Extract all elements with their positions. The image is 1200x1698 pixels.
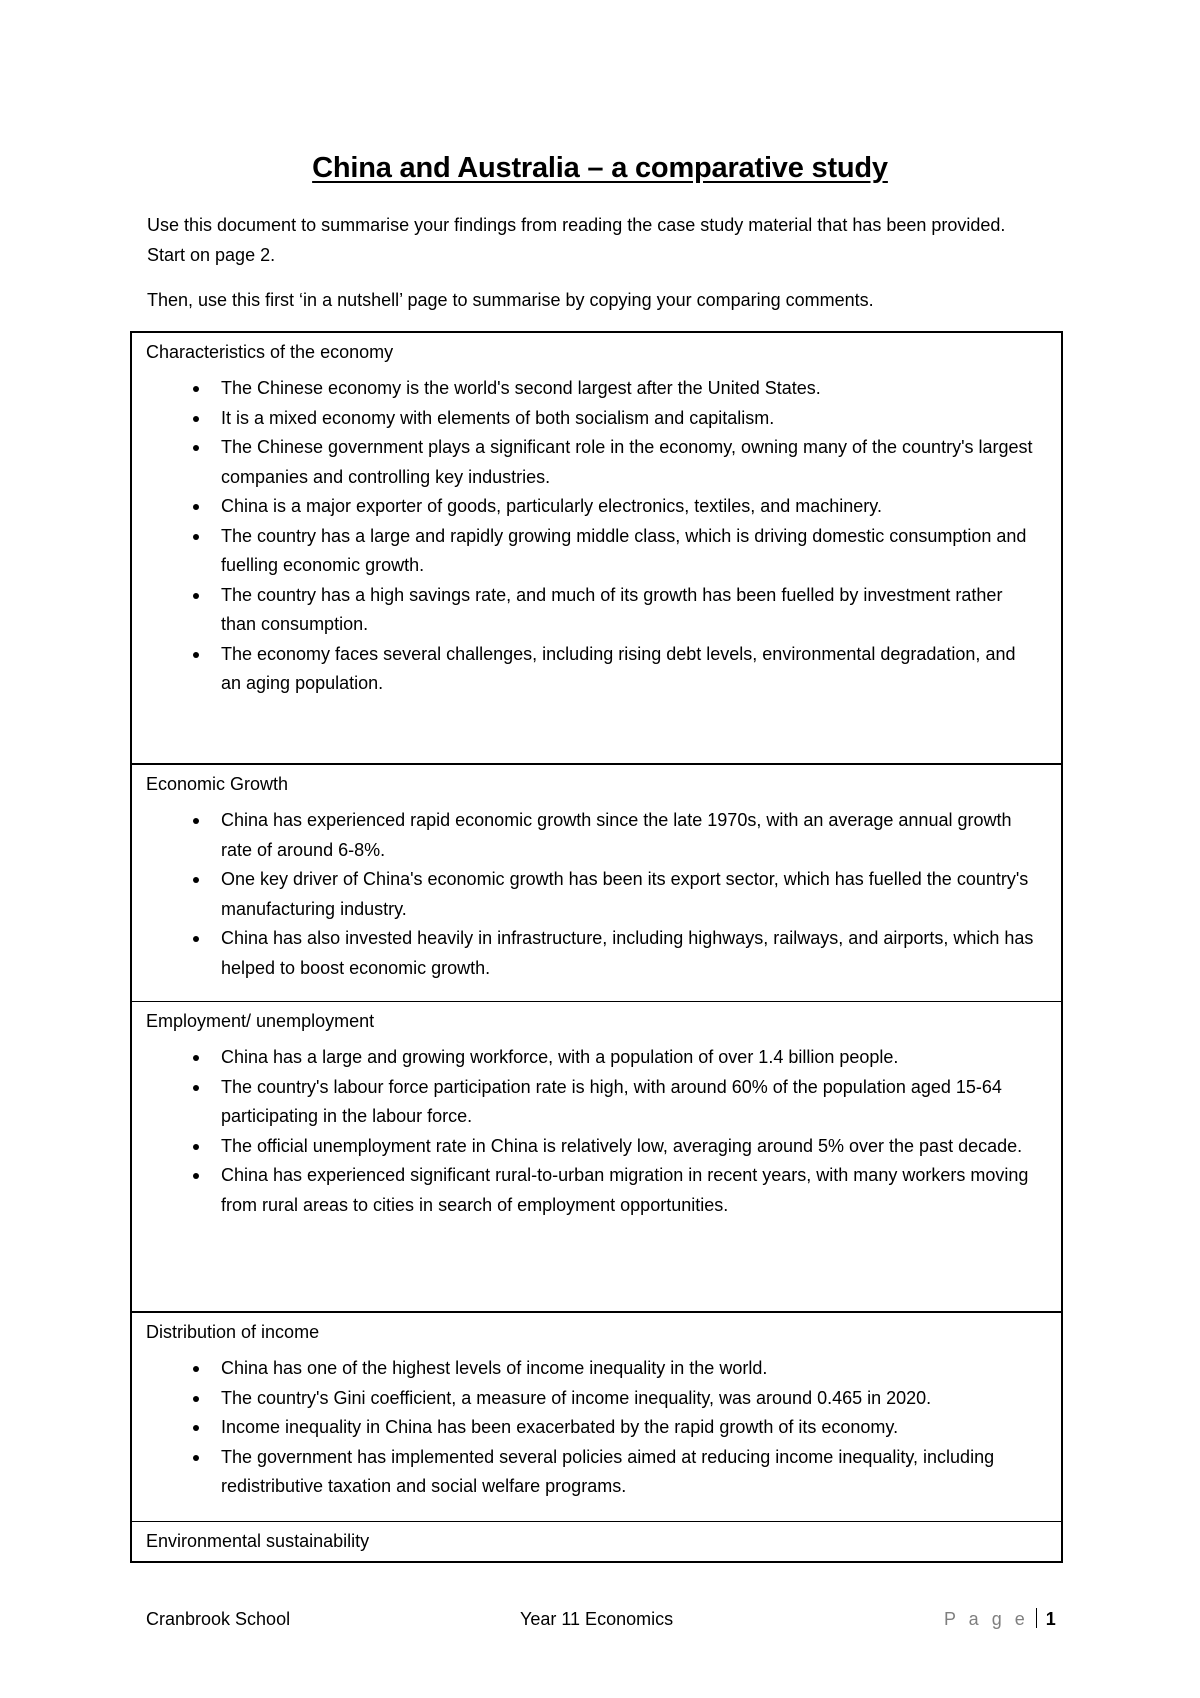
list-item: The economy faces several challenges, including rising debt levels, environmental degradation, and an aging population. [146, 640, 1047, 699]
list-item: Income inequality in China has been exacerbated by the rapid growth of its economy. [146, 1413, 1047, 1443]
list-item: China has experienced significant rural-to-urban migration in recent years, with many workers moving from rural areas to cities in search of employment opportunities. [146, 1161, 1047, 1220]
section-title: Distribution of income [146, 1322, 320, 1342]
section-title: Employment/ unemployment [146, 1011, 375, 1031]
list-item: One key driver of China's economic growth has been its export sector, which has fuelled the country's manufacturing industry. [146, 865, 1047, 924]
list-item: The country has a large and rapidly growing middle class, which is driving domestic consumption and fuelling economic growth. [146, 522, 1047, 581]
bullet-list [146, 374, 1047, 699]
section-employment [132, 1001, 1061, 1311]
intro-paragraph-2: Then, use this first ‘in a nutshell’ page to summarise by copying your comparing comments. [147, 290, 874, 310]
footer-course: Year 11 Economics [520, 1609, 674, 1629]
list-item: The Chinese government plays a significant role in the economy, owning many of the country's largest companies and controlling key industries. [146, 433, 1047, 492]
section-income-distribution [132, 1311, 1061, 1521]
section-title: Economic Growth [146, 774, 289, 794]
footer-school: Cranbrook School [146, 1609, 291, 1629]
list-item: The country has a high savings rate, and much of its growth has been fuelled by investment rather than consumption. [146, 581, 1047, 640]
bullet-list [146, 1354, 1047, 1502]
bullet-list [146, 806, 1047, 983]
list-item: China is a major exporter of goods, particularly electronics, textiles, and machinery. [146, 492, 1047, 522]
list-item: The country's labour force participation rate is high, with around 60% of the population aged 15-64 participating in the labour force. [146, 1073, 1047, 1132]
page-number: 1 [1045, 1609, 1056, 1629]
list-item: China has experienced rapid economic growth since the late 1970s, with an average annual growth rate of around 6-8%. [146, 806, 1047, 865]
page-separator [1036, 1608, 1037, 1628]
list-item: China has one of the highest levels of income inequality in the world. [146, 1354, 1047, 1384]
bullet-list [146, 1043, 1047, 1220]
list-item: It is a mixed economy with elements of both socialism and capitalism. [146, 404, 1047, 434]
section-characteristics [132, 333, 1061, 763]
footer-page-number [944, 1607, 1056, 1631]
list-item: The official unemployment rate in China is relatively low, averaging around 5% over the past decade. [146, 1132, 1047, 1162]
section-environmental-sustainability [132, 1521, 1061, 1561]
page-label: P a g e [944, 1609, 1029, 1629]
section-title: Environmental sustainability [146, 1531, 370, 1551]
summary-table [130, 331, 1063, 1563]
list-item: China has also invested heavily in infrastructure, including highways, railways, and airports, which has helped to boost economic growth. [146, 924, 1047, 983]
list-item: The government has implemented several policies aimed at reducing income inequality, including redistributive taxation and social welfare programs. [146, 1443, 1047, 1502]
list-item: The country's Gini coefficient, a measure of income inequality, was around 0.465 in 2020. [146, 1384, 1047, 1414]
list-item: The Chinese economy is the world's second largest after the United States. [146, 374, 1047, 404]
page-title: China and Australia – a comparative study [312, 152, 888, 184]
section-title: Characteristics of the economy [146, 342, 394, 362]
section-economic-growth [132, 763, 1061, 1001]
intro-paragraph-1: Use this document to summarise your findings from reading the case study material that has been provided. Start on page 2. [147, 215, 1006, 265]
list-item: China has a large and growing workforce, with a population of over 1.4 billion people. [146, 1043, 1047, 1073]
